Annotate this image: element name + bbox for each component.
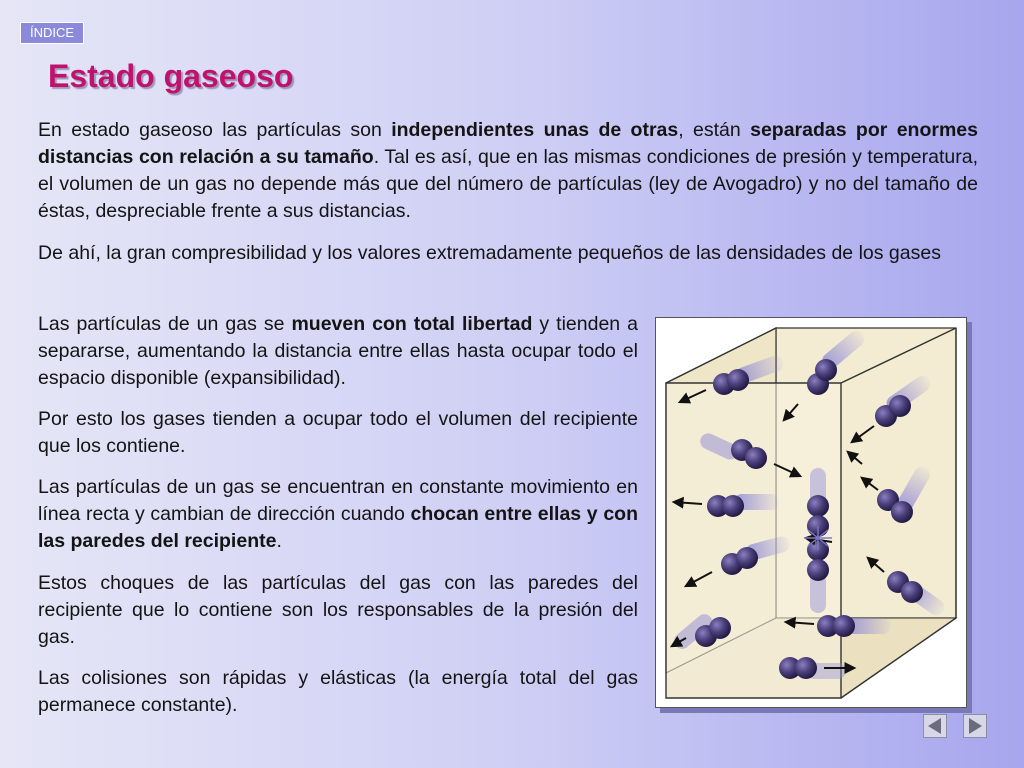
gas-container-drawing	[656, 318, 966, 707]
triangle-left-icon	[924, 715, 946, 737]
text-span: , están	[678, 119, 751, 141]
text-span: .	[276, 530, 282, 552]
paragraph-pressure: Estos choques de las partículas del gas con las paredes del recipiente que lo contiene son los responsables de la presión del gas.	[38, 572, 638, 648]
paragraph-compressibility: De ahí, la gran compresibilidad y los valores extremadamente pequeños de las densidades de los gases	[38, 242, 941, 264]
text-span: En estado gaseoso las partículas son	[38, 119, 392, 141]
bold-span: independientes unas de otras	[391, 119, 679, 141]
paragraph-occupy-volume: Por esto los gases tienden a ocupar todo el volumen del recipiente que los contiene.	[38, 408, 638, 457]
gas-container-illustration	[655, 317, 967, 708]
paragraph-gas-independence	[38, 117, 978, 225]
text-span: y tienden a separarse, aumentando la distancia entre ellas hasta ocupar todo el espacio disponible (expansibilidad).	[38, 313, 639, 389]
paragraph-elastic-collisions: Las colisiones son rápidas y elásticas (la energía total del gas permanece constante).	[38, 667, 638, 716]
text-span: Las partículas de un gas se encuentran en constante movimiento en línea recta y cambian de dirección cuando	[38, 476, 638, 525]
paragraph-free-movement	[38, 311, 638, 392]
bold-span: mueven con total libertad	[291, 313, 533, 335]
previous-slide-button[interactable]	[923, 714, 947, 738]
text-span: Las partículas de un gas se	[38, 313, 292, 335]
next-slide-button[interactable]	[963, 714, 987, 738]
index-button[interactable]: ÍNDICE	[20, 22, 84, 44]
bold-span: chocan entre ellas y con las paredes del recipiente	[38, 503, 638, 552]
triangle-right-icon	[964, 715, 986, 737]
text-span: . Tal es así, que en las mismas condiciones de presión y temperatura, el volumen de un gas no depende más que del número de partículas (ley de Avogadro) y no del tamaño de éstas, despreciable frente a sus distancias.	[38, 146, 978, 222]
paragraph-straight-motion	[38, 474, 638, 555]
page-title: Estado gaseoso	[48, 58, 294, 94]
bold-span: separadas por enormes distancias con relación a su tamaño	[38, 119, 978, 168]
